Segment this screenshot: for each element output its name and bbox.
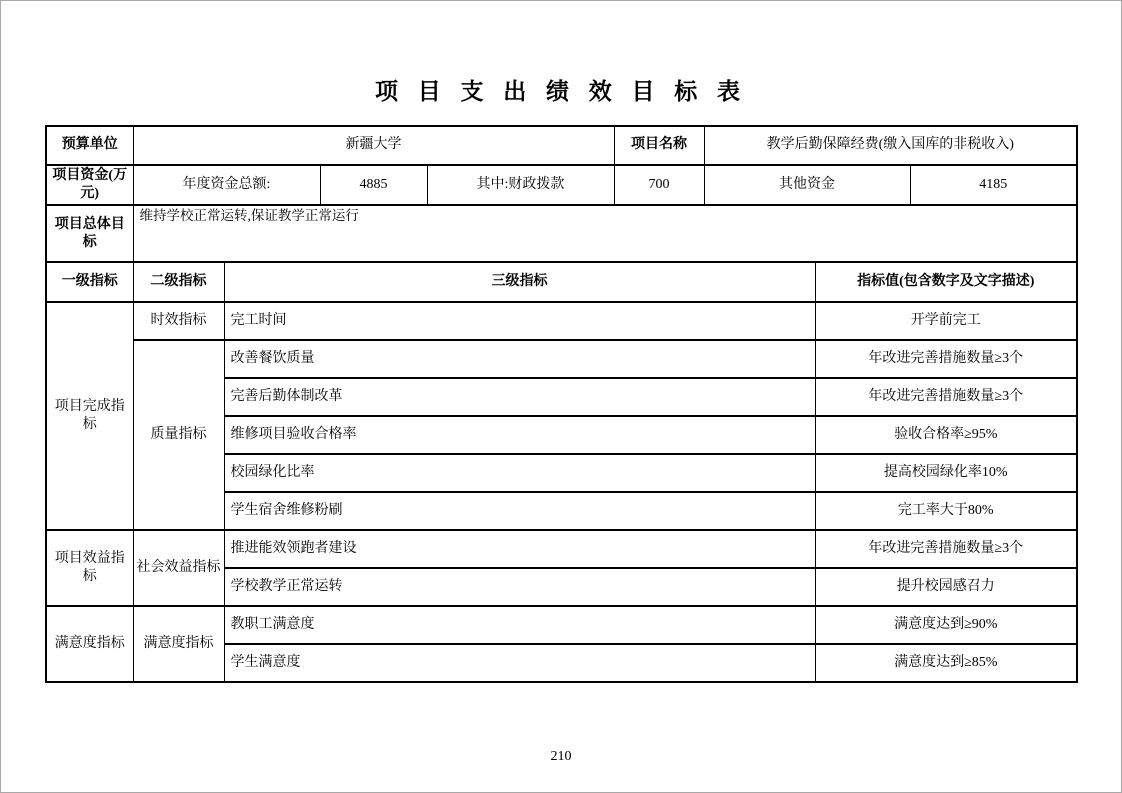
level2-indicator-cell: 时效指标 xyxy=(133,302,224,340)
project-funds-label: 项目资金(万元) xyxy=(46,165,133,205)
other-funds-label: 其他资金 xyxy=(704,165,910,205)
level2-indicator-cell: 满意度指标 xyxy=(133,606,224,682)
budget-unit-label: 预算单位 xyxy=(46,126,133,165)
fiscal-allocation-label: 其中:财政拨款 xyxy=(427,165,614,205)
indicator-value-cell: 完工率大于80% xyxy=(815,492,1077,530)
level3-indicator-cell: 校园绿化比率 xyxy=(224,454,815,492)
annual-total-label: 年度资金总额: xyxy=(133,165,320,205)
header-level2: 二级指标 xyxy=(133,262,224,302)
level1-indicator-cell: 满意度指标 xyxy=(46,606,133,682)
indicator-value-cell: 开学前完工 xyxy=(815,302,1077,340)
overall-goal-label: 项目总体目标 xyxy=(46,205,133,262)
level3-indicator-cell: 学生满意度 xyxy=(224,644,815,682)
indicator-value-cell: 年改进完善措施数量≥3个 xyxy=(815,378,1077,416)
overall-goal-content: 维持学校正常运转,保证教学正常运行 xyxy=(133,205,1077,262)
indicator-header-row xyxy=(46,262,1077,302)
indicator-value-cell: 提高校园绿化率10% xyxy=(815,454,1077,492)
project-funds-row xyxy=(46,165,1077,205)
header-level1: 一级指标 xyxy=(46,262,133,302)
indicator-row xyxy=(46,530,1077,568)
overall-goal-row xyxy=(46,205,1077,262)
project-name-value: 教学后勤保障经费(缴入国库的非税收入) xyxy=(704,126,1077,165)
indicator-row xyxy=(46,606,1077,644)
annual-total-value: 4885 xyxy=(320,165,427,205)
header-level3: 三级指标 xyxy=(224,262,815,302)
other-funds-value: 4185 xyxy=(910,165,1077,205)
level1-indicator-cell: 项目效益指标 xyxy=(46,530,133,606)
level3-indicator-cell: 学校教学正常运转 xyxy=(224,568,815,606)
level1-indicator-cell: 项目完成指标 xyxy=(46,302,133,530)
budget-unit-value: 新疆大学 xyxy=(133,126,614,165)
page-title: 项 目 支 出 绩 效 目 标 表 xyxy=(375,79,747,104)
indicator-value-cell: 满意度达到≥85% xyxy=(815,644,1077,682)
indicator-table-body xyxy=(46,302,1077,682)
level3-indicator-cell: 完善后勤体制改革 xyxy=(224,378,815,416)
indicator-value-cell: 年改进完善措施数量≥3个 xyxy=(815,530,1077,568)
level3-indicator-cell: 完工时间 xyxy=(224,302,815,340)
budget-unit-row xyxy=(46,126,1077,165)
level3-indicator-cell: 维修项目验收合格率 xyxy=(224,416,815,454)
indicator-value-cell: 验收合格率≥95% xyxy=(815,416,1077,454)
level3-indicator-cell: 学生宿舍维修粉刷 xyxy=(224,492,815,530)
level3-indicator-cell: 教职工满意度 xyxy=(224,606,815,644)
indicator-row xyxy=(46,340,1077,378)
indicator-row xyxy=(46,302,1077,340)
level3-indicator-cell: 推进能效领跑者建设 xyxy=(224,530,815,568)
performance-target-table xyxy=(45,125,1078,683)
indicator-value-cell: 满意度达到≥90% xyxy=(815,606,1077,644)
level2-indicator-cell: 质量指标 xyxy=(133,340,224,530)
fiscal-allocation-value: 700 xyxy=(614,165,704,205)
indicator-value-cell: 年改进完善措施数量≥3个 xyxy=(815,340,1077,378)
project-name-label: 项目名称 xyxy=(614,126,704,165)
header-indicator-value: 指标值(包含数字及文字描述) xyxy=(815,262,1077,302)
level2-indicator-cell: 社会效益指标 xyxy=(133,530,224,606)
indicator-value-cell: 提升校园感召力 xyxy=(815,568,1077,606)
level3-indicator-cell: 改善餐饮质量 xyxy=(224,340,815,378)
page-number: 210 xyxy=(550,749,572,764)
